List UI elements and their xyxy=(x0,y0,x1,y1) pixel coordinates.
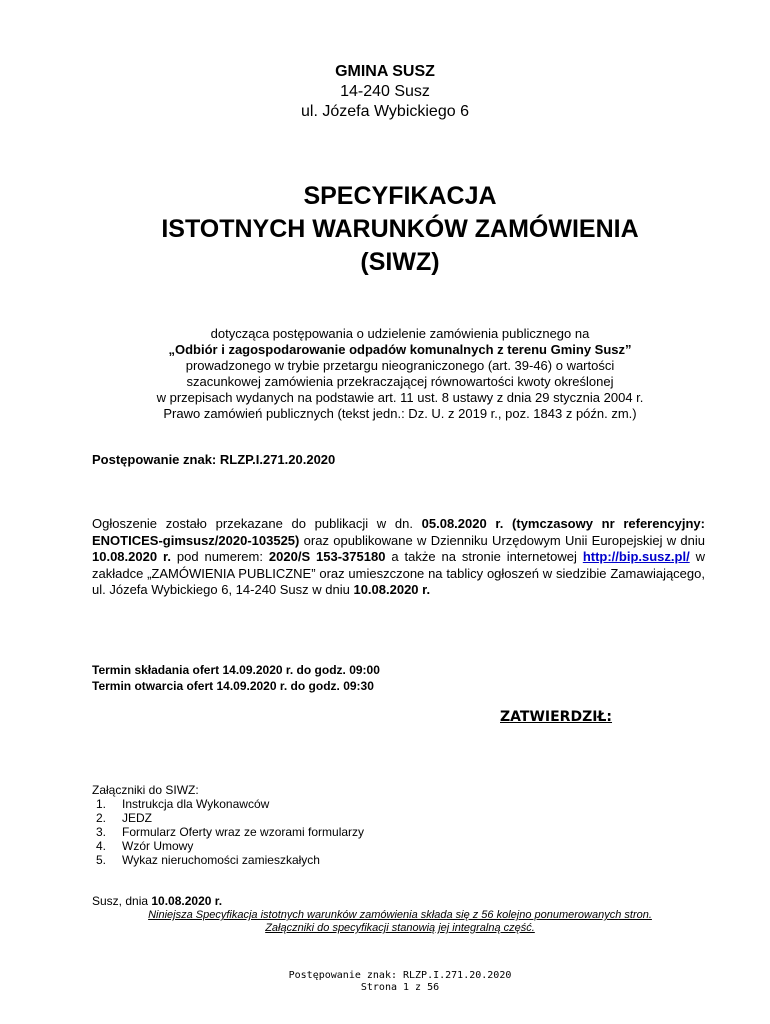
publication-date: 10.08.2020 r. xyxy=(92,549,171,564)
description-line: dotycząca postępowania o udzielenie zamówienia publicznego na xyxy=(210,326,590,341)
text-run: a także na stronie internetowej xyxy=(385,549,583,564)
deadlines xyxy=(92,662,380,694)
street-address: ul. Józefa Wybickiego 6 xyxy=(301,103,469,120)
attachment-number: 2. xyxy=(96,811,107,825)
submission-deadline: Termin składania ofert 14.09.2020 r. do godz. 09:00 xyxy=(92,663,380,677)
reference-number: 05.08.2020 r. (tymczasowy nr referencyjny: ENOTICES-gimsusz/2020-103525) xyxy=(92,516,705,548)
description-line: szacunkowej zamówienia przekraczającej równowartości kwoty określonej xyxy=(186,374,614,389)
title-line-2: ISTOTNYCH WARUNKÓW ZAMÓWIENIA xyxy=(161,215,639,243)
case-signature: Postępowanie znak: RLZP.I.271.20.2020 xyxy=(92,452,336,467)
attachment-number: 5. xyxy=(96,853,107,867)
attachment-label: Formularz Oferty wraz ze wzorami formularzy xyxy=(122,825,365,839)
description-line: Prawo zamówień publicznych (tekst jedn.: Dz. U. z 2019 r., poz. 1843 z późn. zm.) xyxy=(163,406,637,421)
attachments-heading: Załączniki do SIWZ: xyxy=(92,783,199,797)
note-line-1: Niniejsza Specyfikacja istotnych warunków zamówienia składa się z 56 kolejno ponumerowanych stron. xyxy=(148,909,652,921)
postal-address: 14-240 Susz xyxy=(340,83,430,100)
approved-label: ZATWIERDZIŁ: xyxy=(500,709,613,725)
ojeu-number: 2020/S 153-375180 xyxy=(268,549,386,564)
attachment-label: JEDZ xyxy=(122,811,152,825)
page-count-note xyxy=(0,909,770,935)
attachment-item xyxy=(92,853,364,867)
place-prefix: Susz, dnia xyxy=(92,894,152,908)
opening-deadline: Termin otwarcia ofert 14.09.2020 r. do godz. 09:30 xyxy=(92,679,374,693)
page-number: Strona 1 z 56 xyxy=(360,982,440,993)
attachments-list xyxy=(92,797,364,867)
text-run: w zakładce „ZAMÓWIENIA PUBLICZNE” oraz umieszczone na tablicy ogłoszeń w siedzibie Zamawiającego, ul. Józefa Wybickiego 6, 14-240 Susz w dniu xyxy=(92,549,706,597)
attachment-item xyxy=(92,839,364,853)
footer-signature: Postępowanie znak: RLZP.I.271.20.2020 xyxy=(288,970,512,981)
place-date xyxy=(92,894,222,908)
attachment-label: Wykaz nieruchomości zamieszkałych xyxy=(122,853,320,867)
attachment-label: Instrukcja dla Wykonawców xyxy=(122,797,270,811)
text-run: Ogłoszenie zostało przekazane do publikacji w dn. xyxy=(92,516,422,531)
organization-name: GMINA SUSZ xyxy=(335,63,435,80)
description-line: prowadzonego w trybie przetargu nieograniczonego (art. 39-46) o wartości xyxy=(185,358,615,373)
description-line: w przepisach wydanych na podstawie art. 11 ust. 8 ustawy z dnia 29 stycznia 2004 r. xyxy=(156,390,644,405)
notice-board-date: 10.08.2020 r. xyxy=(353,582,431,597)
text-run: pod numerem: xyxy=(170,549,269,564)
page-footer xyxy=(0,970,770,994)
attachment-item xyxy=(92,825,364,839)
procedure-description xyxy=(60,326,740,422)
issue-date: 10.08.2020 r. xyxy=(151,894,223,908)
attachment-item xyxy=(92,797,364,811)
announcement-paragraph xyxy=(92,516,705,599)
text-run: oraz opublikowane w Dzienniku Urzędowym Unii Europejskiej w dniu xyxy=(299,532,705,548)
title-line-1: SPECYFIKACJA xyxy=(303,182,497,210)
bip-link[interactable]: http://bip.susz.pl/ xyxy=(582,549,690,564)
attachment-number: 4. xyxy=(96,839,107,853)
attachment-number: 3. xyxy=(96,825,107,839)
document-header xyxy=(0,62,770,122)
document-title xyxy=(0,180,770,279)
attachment-label: Wzór Umowy xyxy=(122,839,194,853)
attachment-item xyxy=(92,811,364,825)
contract-name: „Odbiór i zagospodarowanie odpadów komunalnych z terenu Gminy Susz” xyxy=(168,342,632,357)
attachment-number: 1. xyxy=(96,797,107,811)
title-line-3: (SIWZ) xyxy=(360,248,440,276)
note-line-2: Załączniki do specyfikacji stanowią jej integralną część. xyxy=(265,922,535,934)
